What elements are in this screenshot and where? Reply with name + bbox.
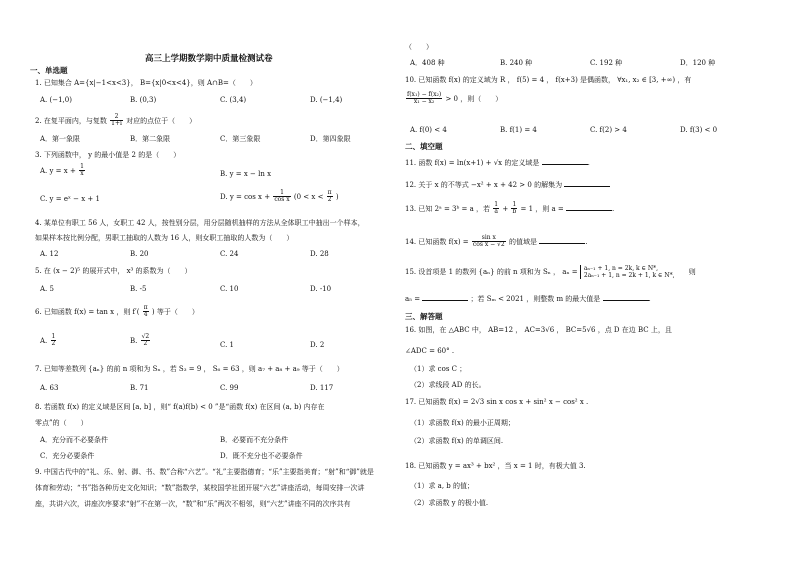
q15-case1: aₙ₋₁ + 1, n = 2k, k ∈ N*, <box>583 265 659 272</box>
q15-line1-text: 15. 设首项是 1 的数列 {aₙ} 的前 n 项和为 Sₙ ， aₙ = <box>405 268 578 277</box>
q5-option-a[interactable]: A. 5 <box>40 285 54 293</box>
q9-line4: （ ） <box>405 43 433 51</box>
q8-option-b[interactable]: B．必要而不充分条件 <box>220 436 289 444</box>
q6-a-den: 2 <box>51 340 56 348</box>
q3-option-a[interactable] <box>40 164 86 178</box>
q5-option-d[interactable]: D. -10 <box>310 285 332 293</box>
q15-then: 则 <box>688 268 696 277</box>
q6-stem-b: ) 等于（ ） <box>151 307 199 316</box>
q15-answer-blank-1[interactable] <box>422 294 468 301</box>
q5-option-c[interactable]: C. 10 <box>220 285 239 293</box>
q13-f2-num: 1 <box>512 201 517 208</box>
q15-line2-b: ；若 Sₘ < 2021 ，则整数 m 的最大值是 <box>470 295 601 303</box>
q9-option-d[interactable]: D．120 种 <box>680 59 716 67</box>
q7-option-c[interactable]: C. 99 <box>220 384 239 392</box>
q6-option-b[interactable]: B. $\frac{√2}{2}$ <box>130 333 150 348</box>
q4-line2: 如果样本按比例分配，男职工抽取的人数为 16 人，则女职工抽取的人数为（ ） <box>35 234 294 242</box>
q1-option-d[interactable]: D. (−1,4) <box>310 96 343 104</box>
q17-part1: （1）求函数 f(x) 的最小正周期； <box>410 419 515 427</box>
q13-plus: + <box>502 204 509 213</box>
q2-option-b[interactable]: B．第二象限 <box>130 135 171 143</box>
q10-option-c[interactable]: C. f(2) > 4 <box>590 126 627 134</box>
q10-option-d[interactable]: D. f(3) < 0 <box>680 126 718 134</box>
q10-frac-den: x₁ − x₂ <box>413 98 435 106</box>
q18-stem: 18. 已知函数 y = ax³ + bx² ，当 x = 1 时，有极大值 3. <box>405 462 586 470</box>
q8-option-d[interactable]: D．既不充分也不必要条件 <box>220 452 303 460</box>
q3-option-a-text: A. y = x + <box>40 166 76 175</box>
q18-part2: （2）求函数 y 的极小值. <box>410 499 489 507</box>
q3-d-end: ) <box>335 192 339 201</box>
q7-option-d[interactable]: D. 117 <box>310 384 334 392</box>
q2-fraction <box>110 114 123 128</box>
q3-d-tail: (0 < x < <box>293 192 324 201</box>
q2-stem <box>35 114 196 128</box>
q11-tail: . <box>587 159 590 167</box>
q15-answer-blank-2[interactable] <box>603 294 649 301</box>
q3-a-num: 1 <box>80 163 84 170</box>
q14-answer-blank[interactable] <box>539 237 588 246</box>
q16-line2: ∠ADC = 60° . <box>405 347 455 355</box>
q13-stem-b: = 1 ，则 a = <box>520 204 564 213</box>
q13-fraction-1 <box>493 202 499 216</box>
q9-option-c[interactable]: C. 192 种 <box>590 59 623 67</box>
q6-fraction <box>143 305 149 319</box>
q13-tail: . <box>612 204 615 213</box>
q11 <box>405 158 590 168</box>
q12 <box>405 180 610 190</box>
q3-d-tail-den: 2 <box>327 196 332 204</box>
q18-part1: （1）求 a, b 的值； <box>410 482 475 490</box>
q6-stem-a: 6. 已知函数 f(x) = tan x ，则 f′( <box>35 307 140 316</box>
q15-piecewise <box>580 265 675 279</box>
q4-option-d[interactable]: D. 28 <box>310 250 329 258</box>
q9-line1: 9. 中国古代中的“礼、乐、射、御、书、数”合称“六艺”。“礼”主要指德育；“乐”主要指美育；“射”和“御”就是 <box>35 468 374 476</box>
q7-option-a[interactable]: A. 63 <box>40 384 59 392</box>
q9-option-b[interactable]: B. 240 种 <box>500 59 533 67</box>
q5-stem: 5. 在 (x − 2)⁵ 的展开式中， x³ 的系数为（ ） <box>35 267 192 275</box>
q10-frac-num: f(x₁) − f(x₂) <box>407 91 442 98</box>
q2-option-d[interactable]: D．第四象限 <box>310 135 351 143</box>
q3-option-d-text: D. y = cos x + <box>220 192 271 201</box>
q3-a-den: x <box>80 170 84 178</box>
q10-option-b[interactable]: B. f(1) = 4 <box>500 126 537 134</box>
section-answer: 三、解答题 <box>405 312 443 321</box>
q16-line1: 16. 如图，在 △ABC 中， AB=12 ， AC=3√6 ， BC=5√6 ，点 D 在边 BC 上，且 <box>405 326 672 334</box>
q10-fraction <box>406 92 442 106</box>
q14 <box>405 235 587 249</box>
q6-b-den: 2 <box>143 340 148 348</box>
q16-part2: （2）求线段 AD 的长。 <box>410 381 486 389</box>
q4-option-b[interactable]: B. 20 <box>130 250 149 258</box>
q6-frac-den: 4 <box>143 311 148 319</box>
left-column <box>30 0 390 561</box>
section-single-choice: 一、单选题 <box>30 66 68 75</box>
q3-option-b[interactable]: B. y = x − ln x <box>220 170 272 178</box>
q13-f1-den: a <box>494 208 498 216</box>
q10-line1: 10. 已知函数 f(x) 的定义域为 R ， f(5) = 4 ， f(x+3) 是偶函数， ∀x₁, x₂ ∈ [3, +∞) ，有 <box>405 76 692 84</box>
q15-line2 <box>405 294 651 304</box>
q8-option-a[interactable]: A．充分而不必要条件 <box>40 436 109 444</box>
q14-frac-num: sin x <box>472 235 506 242</box>
q8-line2: 零点”的（ ） <box>35 419 88 427</box>
q2-stem-a: 2. 在复平面内，与复数 <box>35 116 107 125</box>
q12-answer-blank[interactable] <box>564 180 610 187</box>
q14-stem-a: 14. 已知函数 f(x) = <box>405 237 469 246</box>
q15-line1 <box>405 265 696 279</box>
q16-part1: （1）求 cos C ； <box>410 365 467 373</box>
q1-option-a[interactable]: A. (−1,0) <box>40 96 72 104</box>
q3-d-tail-num: π <box>327 189 332 196</box>
q8-line1: 8. 若函数 f(x) 的定义域是区间 [a, b] ，则“ f(a)f(b) < 0 ”是“函数 f(x) 在区间 (a, b) 内存在 <box>35 403 325 411</box>
q4-option-c[interactable]: C. 24 <box>220 250 239 258</box>
q7-option-b[interactable]: B. 71 <box>130 384 149 392</box>
q6-a-num: 1 <box>51 333 56 340</box>
q11-answer-blank[interactable] <box>542 158 588 165</box>
q2-frac-den: 1+i <box>111 120 122 128</box>
right-column <box>405 0 770 561</box>
q6-b-fraction <box>141 334 151 348</box>
q9-line2: 体育和劳动；“书”指各种历史文化知识；“数”指数学，某校国学社团开展“六艺”讲座活动，每周安排一次讲 <box>35 484 365 492</box>
q3-stem: 3. 下列函数中， y 的最小值是 2 的是（ ） <box>35 151 181 159</box>
q2-option-a[interactable]: A．第一象限 <box>40 135 81 143</box>
q9-line3: 座，共讲六次，讲座次序要求“射”不在第一次，“数”和“乐”两次不相邻，则“六艺”讲座不同的次序共有 <box>35 500 351 508</box>
q15-line2-a: a₅ = <box>405 295 421 303</box>
q13-fraction-2 <box>511 202 517 216</box>
q6-option-a[interactable]: A. $\frac{1}{2}$ <box>40 333 56 348</box>
q14-frac-den: cos x − √2 <box>472 241 505 249</box>
q3-option-c[interactable]: C. y = eˣ − x + 1 <box>40 195 100 203</box>
q3-a-fraction <box>79 164 85 178</box>
q6-a-fraction <box>51 334 57 348</box>
q8-option-c[interactable]: C．充分必要条件 <box>40 452 95 460</box>
q13-answer-blank[interactable] <box>566 204 615 213</box>
q9-option-a[interactable]: A．408 种 <box>410 59 445 67</box>
q13-f2-den: b <box>512 208 517 216</box>
q2-frac-num: 2 <box>110 114 123 121</box>
q6-stem <box>35 305 199 319</box>
q6-option-d[interactable]: D. 2 <box>310 341 325 349</box>
q10-line2 <box>405 92 502 106</box>
q2-stem-b: 对应的点位于（ ） <box>126 116 197 125</box>
q12-stem: 12. 关于 x 的不等式 −x² + x + 42 > 0 的解集为 <box>405 181 563 189</box>
q10-option-a[interactable]: A. f(0) < 4 <box>410 126 447 134</box>
q1-option-c[interactable]: C. (3,4) <box>220 96 247 104</box>
q6-option-c[interactable]: C. 1 <box>220 341 235 349</box>
q15-tail: . <box>648 295 651 303</box>
exam-title: 高三上学期数学期中质量检测试卷 <box>145 53 273 63</box>
q7-stem: 7. 已知等差数列 {aₙ} 的前 n 项和为 Sₙ ，若 S₃ = 9 ， S₆ = 63 ，则 a₇ + a₈ + a₉ 等于（ ） <box>35 365 344 373</box>
q4-line1: 4. 某单位有职工 56 人，女职工 42 人，按性别分层，用分层随机抽样的方法从全体职工中抽出一个样本， <box>35 219 365 227</box>
section-fill-in: 二、填空题 <box>405 142 443 151</box>
q11-stem: 11. 函数 f(x) = ln(x+1) + √x 的定义域是 <box>405 159 540 167</box>
q3-d-tail-fraction <box>327 190 333 204</box>
q3-d-den: cos x <box>274 196 290 204</box>
q4-option-a[interactable]: A. 12 <box>40 250 59 258</box>
q3-d-num: 1 <box>273 190 290 197</box>
q14-fraction <box>472 235 506 249</box>
q10-line2-text: > 0 ，则（ ） <box>445 94 503 103</box>
q2-option-c[interactable]: C．第三象限 <box>220 135 261 143</box>
q13 <box>405 202 614 216</box>
q17-part2: （2）求函数 f(x) 的单调区间. <box>410 437 504 445</box>
q6-b-num: √2 <box>141 333 150 340</box>
q1-stem: 1. 已知集合 A={x|−1<x<3}， B={x|0<x<4}，则 A∩B=（ ） <box>35 79 257 87</box>
q15-case2: 2aₙ₋₁ + 1, n = 2k + 1, k ∈ N*, <box>583 272 675 280</box>
q1-option-b[interactable]: B. (0,3) <box>130 96 157 104</box>
q13-stem-a: 13. 已知 2ᵃ = 3ᵇ = a ，若 <box>405 204 491 213</box>
q17-stem: 17. 已知函数 f(x) = 2√3 sin x cos x + sin² x − cos² x . <box>405 398 589 406</box>
q14-tail: . <box>585 237 588 246</box>
q14-stem-b: 的值域是 <box>508 237 537 246</box>
q3-d-fraction <box>273 190 290 204</box>
q5-option-b[interactable]: B. -5 <box>130 285 147 293</box>
q13-f1-num: 1 <box>494 201 499 208</box>
q6-frac-num: π <box>143 304 148 311</box>
q3-option-d[interactable] <box>220 190 339 204</box>
